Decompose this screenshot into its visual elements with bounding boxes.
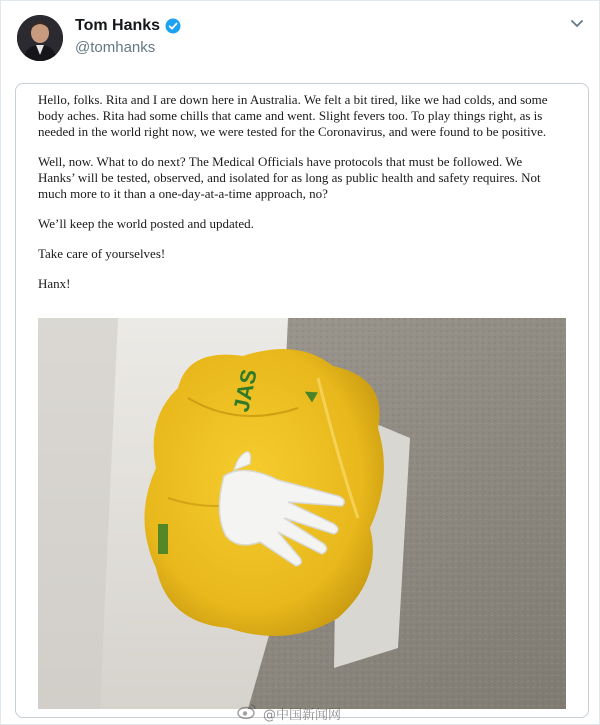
tweet-media[interactable] bbox=[15, 83, 589, 718]
svg-text:▲: ▲ bbox=[295, 380, 325, 409]
author-handle[interactable]: @tomhanks bbox=[75, 39, 156, 56]
avatar[interactable] bbox=[17, 15, 63, 61]
letter-paragraph: Well, now. What to do next? The Medical Officials have protocols that must be followed. We Hanks’ will be tested, observed, and isolated for as long as public health and safety requires. Not much more to it than a one-day-at-a-time approach, no? bbox=[38, 154, 541, 201]
author-name[interactable] bbox=[75, 17, 181, 35]
letter-paragraph: Hanx! bbox=[38, 276, 71, 291]
tweet-menu-button[interactable] bbox=[567, 15, 587, 35]
chevron-down-icon bbox=[570, 16, 584, 34]
watermark-text: @中国新闻网 bbox=[263, 708, 342, 723]
verified-badge-icon bbox=[165, 18, 181, 34]
author-name-text[interactable]: Tom Hanks bbox=[75, 17, 161, 34]
letter-paragraph: Hello, folks. Rita and I are down here in Australia. We felt a bit tired, like we had colds, and some body aches. Rita had some chills that came and went. Slight fevers too. To play things right, as is needed in the world right now, we were tested for the Coronavirus, and were found to be positive. bbox=[38, 92, 548, 139]
bag-photo bbox=[38, 318, 566, 709]
letter-paragraph: Take care of yourselves! bbox=[38, 246, 166, 261]
letter-paragraph: We’ll keep the world posted and updated. bbox=[38, 216, 254, 231]
bag-print-text: JAS bbox=[228, 366, 262, 415]
letter-text bbox=[38, 92, 560, 306]
